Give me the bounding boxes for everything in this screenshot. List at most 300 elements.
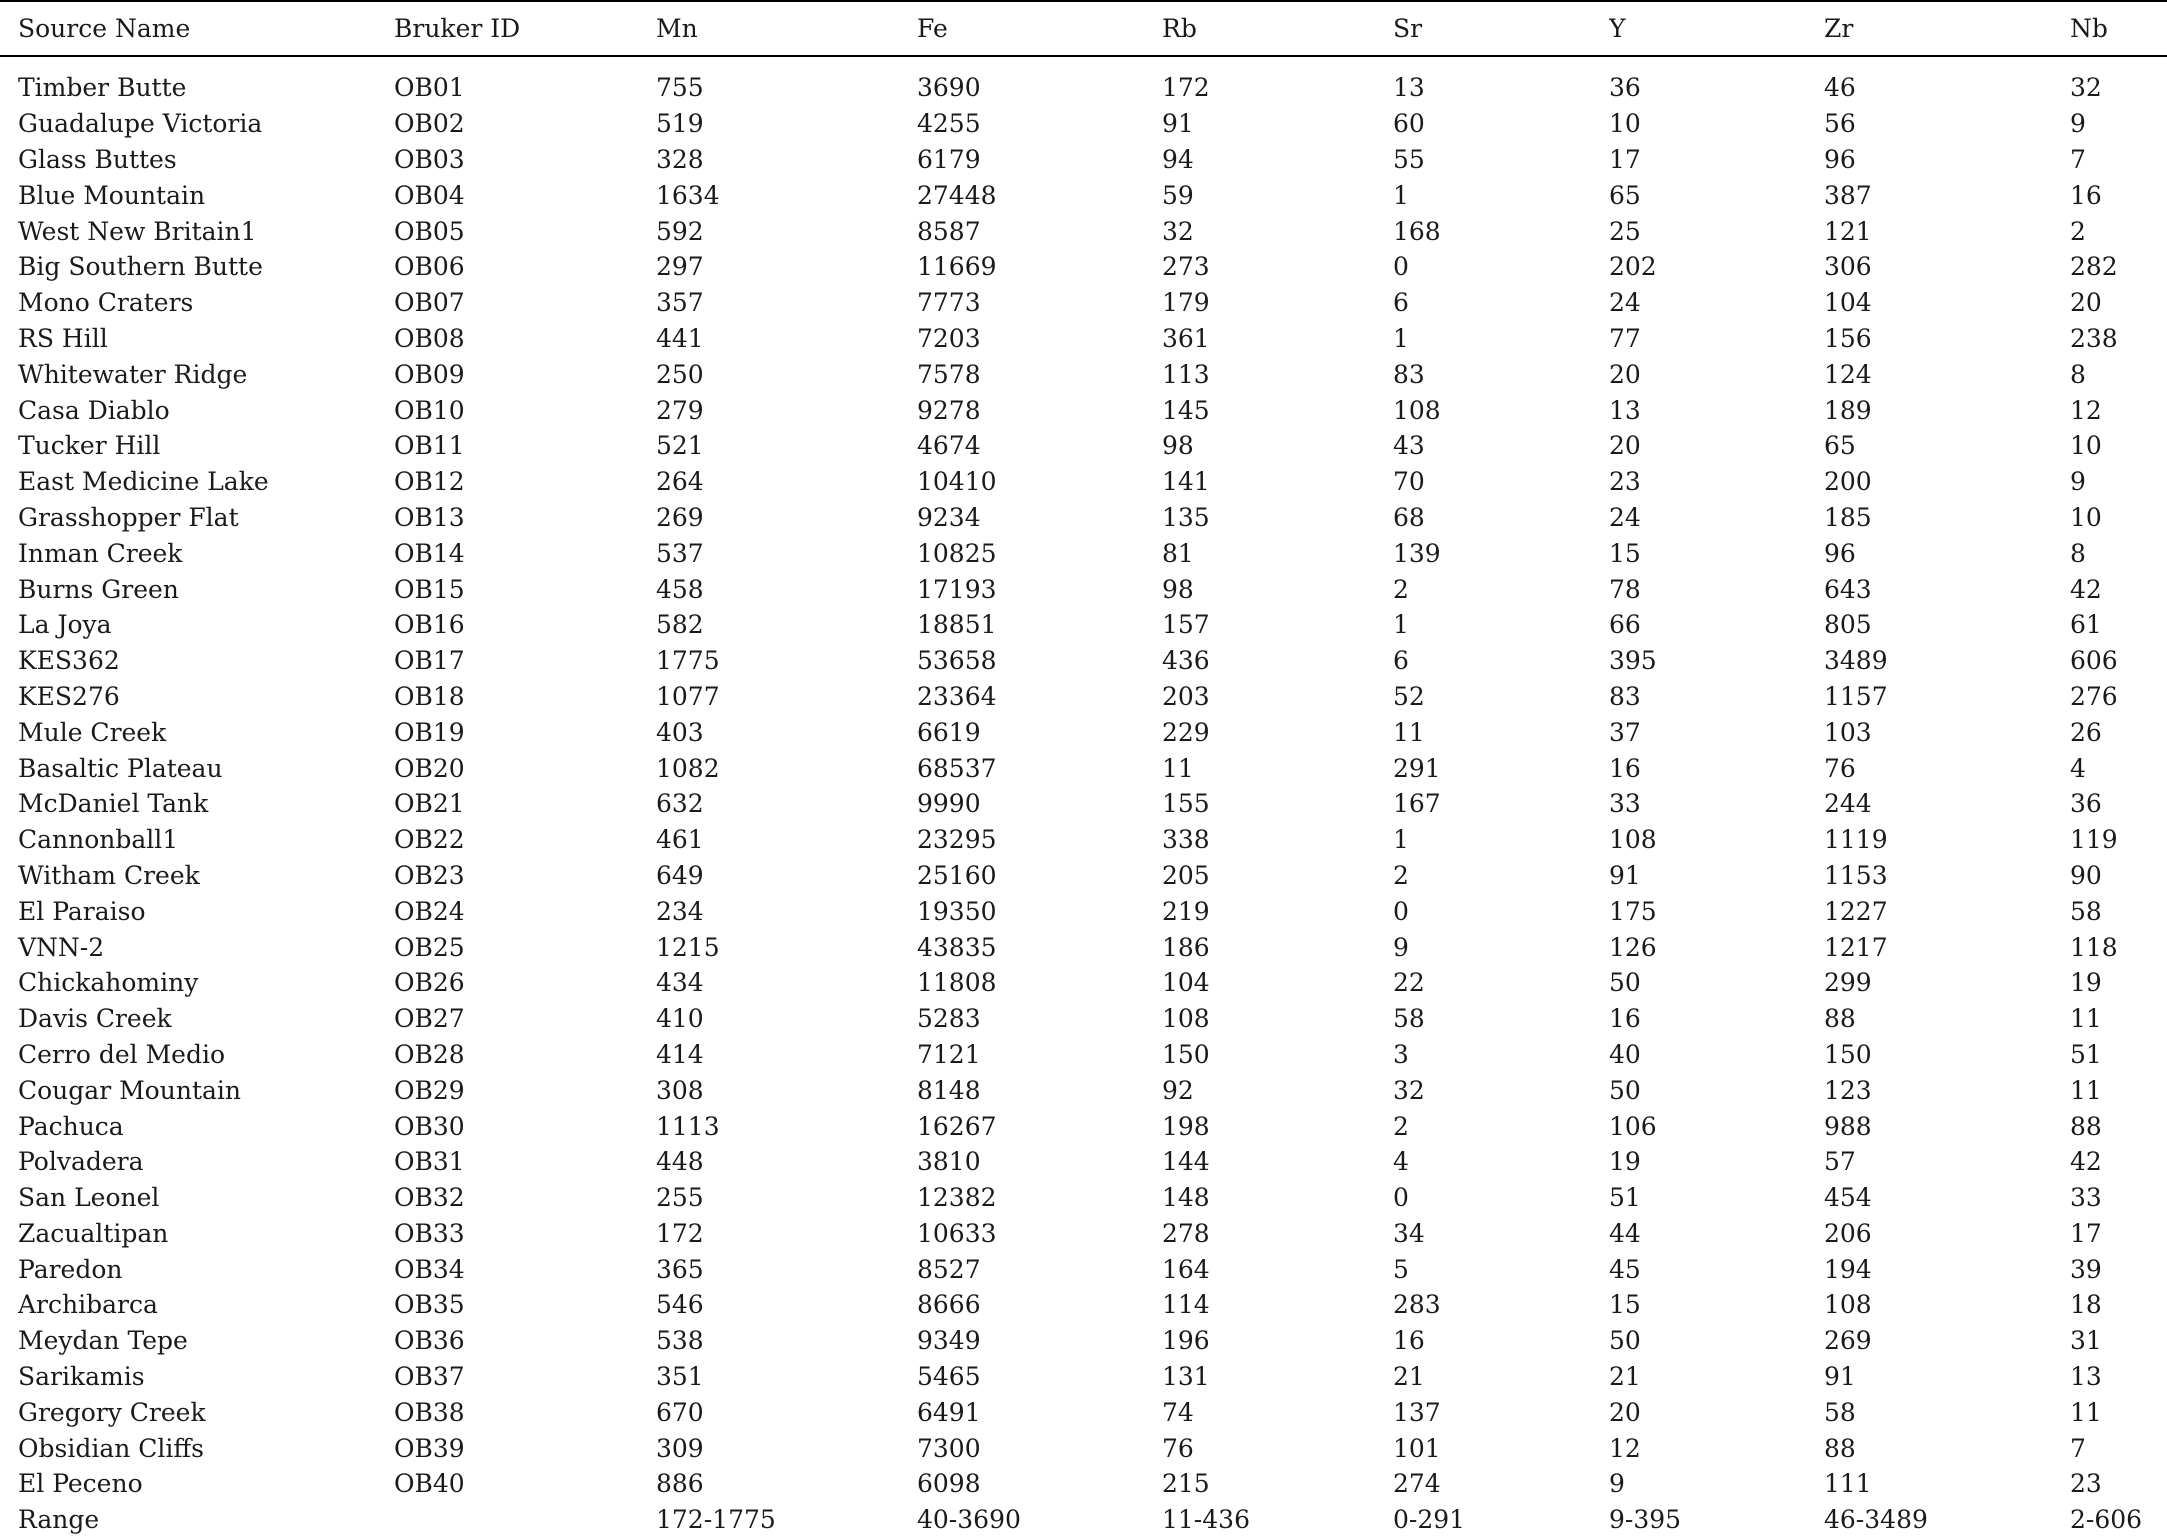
- cell-zr: 88: [1824, 1004, 1856, 1034]
- cell-fe: 11808: [917, 968, 997, 998]
- cell-source-name: KES362: [18, 646, 120, 676]
- cell-sr: 16: [1393, 1326, 1425, 1356]
- cell-sr: 2: [1393, 1111, 1409, 1141]
- cell-nb: 11: [2070, 1004, 2102, 1034]
- cell-mn: 546: [656, 1290, 704, 1320]
- cell-rb: 150: [1162, 1039, 1210, 1069]
- table-row: [0, 1251, 2167, 1287]
- cell-rb: 186: [1162, 932, 1210, 962]
- header-row: [0, 1, 2167, 56]
- cell-rb: 94: [1162, 144, 1194, 174]
- cell-fe: 5465: [917, 1362, 981, 1392]
- cell-bruker-id: OB36: [394, 1326, 465, 1356]
- cell-y: 45: [1609, 1254, 1641, 1284]
- cell-rb: 32: [1162, 216, 1194, 246]
- cell-sr: 83: [1393, 359, 1425, 389]
- cell-nb: 90: [2070, 860, 2102, 890]
- cell-source-name: Mono Craters: [18, 288, 194, 318]
- cell-y: 17: [1609, 144, 1641, 174]
- range-cell-source-name: Range: [18, 1505, 100, 1535]
- cell-zr: 643: [1824, 574, 1872, 604]
- table-row: [0, 607, 2167, 643]
- cell-source-name: Cougar Mountain: [18, 1075, 241, 1105]
- cell-sr: 137: [1393, 1397, 1441, 1427]
- cell-nb: 23: [2070, 1469, 2102, 1499]
- cell-zr: 124: [1824, 359, 1872, 389]
- cell-sr: 68: [1393, 502, 1425, 532]
- cell-zr: 156: [1824, 323, 1872, 353]
- cell-sr: 43: [1393, 431, 1425, 461]
- table-row: [0, 249, 2167, 285]
- cell-nb: 42: [2070, 1147, 2102, 1177]
- cell-mn: 309: [656, 1433, 704, 1463]
- cell-fe: 53658: [917, 646, 997, 676]
- cell-bruker-id: OB29: [394, 1075, 465, 1105]
- cell-source-name: San Leonel: [18, 1183, 160, 1213]
- cell-nb: 51: [2070, 1039, 2102, 1069]
- cell-bruker-id: OB35: [394, 1290, 465, 1320]
- cell-mn: 351: [656, 1362, 704, 1392]
- cell-y: 77: [1609, 323, 1641, 353]
- table-row: [0, 1072, 2167, 1108]
- cell-mn: 328: [656, 144, 704, 174]
- cell-bruker-id: OB04: [394, 180, 465, 210]
- cell-fe: 7121: [917, 1039, 981, 1069]
- cell-nb: 606: [2070, 646, 2118, 676]
- cell-fe: 7773: [917, 288, 981, 318]
- cell-mn: 1634: [656, 180, 720, 210]
- cell-sr: 70: [1393, 467, 1425, 497]
- cell-fe: 9278: [917, 395, 981, 425]
- cell-bruker-id: OB25: [394, 932, 465, 962]
- cell-y: 202: [1609, 252, 1657, 282]
- table-row: [0, 428, 2167, 464]
- table-row: [0, 142, 2167, 178]
- table-row: [0, 1037, 2167, 1073]
- cell-zr: 387: [1824, 180, 1872, 210]
- cell-bruker-id: OB27: [394, 1004, 465, 1034]
- cell-sr: 6: [1393, 288, 1409, 318]
- cell-source-name: Polvadera: [18, 1147, 144, 1177]
- cell-nb: 12: [2070, 395, 2102, 425]
- cell-nb: 4: [2070, 753, 2086, 783]
- cell-bruker-id: OB16: [394, 610, 465, 640]
- cell-fe: 3690: [917, 73, 981, 103]
- cell-zr: 58: [1824, 1397, 1856, 1427]
- cell-mn: 538: [656, 1326, 704, 1356]
- cell-zr: 104: [1824, 288, 1872, 318]
- cell-rb: 113: [1162, 359, 1210, 389]
- cell-nb: 11: [2070, 1397, 2102, 1427]
- cell-fe: 18851: [917, 610, 997, 640]
- cell-bruker-id: OB20: [394, 753, 465, 783]
- cell-zr: 454: [1824, 1183, 1872, 1213]
- cell-rb: 91: [1162, 109, 1194, 139]
- column-header-rb: Rb: [1162, 14, 1197, 43]
- cell-bruker-id: OB07: [394, 288, 465, 318]
- cell-nb: 9: [2070, 109, 2086, 139]
- cell-y: 33: [1609, 789, 1641, 819]
- cell-sr: 139: [1393, 538, 1441, 568]
- cell-mn: 670: [656, 1397, 704, 1427]
- cell-zr: 3489: [1824, 646, 1888, 676]
- cell-bruker-id: OB14: [394, 538, 465, 568]
- cell-rb: 144: [1162, 1147, 1210, 1177]
- range-cell-sr: 0-291: [1393, 1505, 1466, 1535]
- cell-source-name: Grasshopper Flat: [18, 502, 239, 532]
- cell-bruker-id: OB11: [394, 431, 465, 461]
- table-row: [0, 893, 2167, 929]
- cell-sr: 3: [1393, 1039, 1409, 1069]
- range-cell-fe: 40-3690: [917, 1505, 1021, 1535]
- table-row: [0, 500, 2167, 536]
- cell-nb: 8: [2070, 538, 2086, 568]
- cell-bruker-id: OB02: [394, 109, 465, 139]
- cell-zr: 76: [1824, 753, 1856, 783]
- column-header-mn: Mn: [656, 14, 698, 43]
- cell-zr: 200: [1824, 467, 1872, 497]
- cell-nb: 36: [2070, 789, 2102, 819]
- cell-fe: 11669: [917, 252, 997, 282]
- cell-fe: 10825: [917, 538, 997, 568]
- cell-zr: 121: [1824, 216, 1872, 246]
- cell-mn: 403: [656, 717, 704, 747]
- cell-fe: 68537: [917, 753, 997, 783]
- cell-sr: 0: [1393, 896, 1409, 926]
- cell-nb: 18: [2070, 1290, 2102, 1320]
- cell-fe: 23364: [917, 681, 997, 711]
- cell-bruker-id: OB32: [394, 1183, 465, 1213]
- cell-rb: 219: [1162, 896, 1210, 926]
- cell-source-name: Obsidian Cliffs: [18, 1433, 204, 1463]
- table-row: [0, 858, 2167, 894]
- table-row: [0, 70, 2167, 106]
- table-row: [0, 285, 2167, 321]
- cell-source-name: Cannonball1: [18, 825, 179, 855]
- cell-fe: 6098: [917, 1469, 981, 1499]
- cell-rb: 196: [1162, 1326, 1210, 1356]
- cell-source-name: Casa Diablo: [18, 395, 170, 425]
- cell-fe: 25160: [917, 860, 997, 890]
- cell-sr: 108: [1393, 395, 1441, 425]
- cell-bruker-id: OB03: [394, 144, 465, 174]
- cell-rb: 74: [1162, 1397, 1194, 1427]
- cell-zr: 88: [1824, 1433, 1856, 1463]
- cell-rb: 229: [1162, 717, 1210, 747]
- cell-source-name: La Joya: [18, 610, 112, 640]
- cell-bruker-id: OB05: [394, 216, 465, 246]
- table-row: [0, 1287, 2167, 1323]
- cell-mn: 308: [656, 1075, 704, 1105]
- table-row: [0, 1323, 2167, 1359]
- cell-source-name: Archibarca: [18, 1290, 158, 1320]
- cell-mn: 414: [656, 1039, 704, 1069]
- cell-bruker-id: OB39: [394, 1433, 465, 1463]
- table-row: [0, 356, 2167, 392]
- cell-y: 65: [1609, 180, 1641, 210]
- cell-mn: 755: [656, 73, 704, 103]
- cell-fe: 10410: [917, 467, 997, 497]
- cell-nb: 2: [2070, 216, 2086, 246]
- cell-bruker-id: OB21: [394, 789, 465, 819]
- cell-bruker-id: OB22: [394, 825, 465, 855]
- cell-bruker-id: OB10: [394, 395, 465, 425]
- table-row: [0, 535, 2167, 571]
- cell-y: 20: [1609, 431, 1641, 461]
- cell-y: 19: [1609, 1147, 1641, 1177]
- cell-zr: 1153: [1824, 860, 1888, 890]
- cell-zr: 299: [1824, 968, 1872, 998]
- cell-fe: 4255: [917, 109, 981, 139]
- cell-y: 395: [1609, 646, 1657, 676]
- cell-zr: 150: [1824, 1039, 1872, 1069]
- table-row: [0, 571, 2167, 607]
- cell-rb: 278: [1162, 1218, 1210, 1248]
- cell-sr: 52: [1393, 681, 1425, 711]
- cell-source-name: Inman Creek: [18, 538, 183, 568]
- range-cell-bruker-id: [394, 1502, 656, 1538]
- cell-sr: 1: [1393, 825, 1409, 855]
- table-row: [0, 213, 2167, 249]
- cell-sr: 21: [1393, 1362, 1425, 1392]
- cell-zr: 185: [1824, 502, 1872, 532]
- cell-zr: 805: [1824, 610, 1872, 640]
- cell-sr: 1: [1393, 323, 1409, 353]
- cell-rb: 92: [1162, 1075, 1194, 1105]
- cell-fe: 3810: [917, 1147, 981, 1177]
- cell-zr: 96: [1824, 144, 1856, 174]
- cell-sr: 2: [1393, 860, 1409, 890]
- cell-rb: 98: [1162, 431, 1194, 461]
- cell-nb: 39: [2070, 1254, 2102, 1284]
- cell-fe: 16267: [917, 1111, 997, 1141]
- cell-y: 50: [1609, 1326, 1641, 1356]
- cell-mn: 886: [656, 1469, 704, 1499]
- cell-y: 40: [1609, 1039, 1641, 1069]
- cell-bruker-id: OB13: [394, 502, 465, 532]
- cell-y: 23: [1609, 467, 1641, 497]
- cell-y: 51: [1609, 1183, 1641, 1213]
- cell-nb: 26: [2070, 717, 2102, 747]
- cell-mn: 519: [656, 109, 704, 139]
- table-row: [0, 1466, 2167, 1502]
- cell-rb: 104: [1162, 968, 1210, 998]
- cell-bruker-id: OB40: [394, 1469, 465, 1499]
- cell-sr: 0: [1393, 252, 1409, 282]
- cell-zr: 269: [1824, 1326, 1872, 1356]
- cell-source-name: Big Southern Butte: [18, 252, 263, 282]
- table-row: [0, 1108, 2167, 1144]
- cell-rb: 172: [1162, 73, 1210, 103]
- cell-y: 50: [1609, 968, 1641, 998]
- cell-fe: 8666: [917, 1290, 981, 1320]
- cell-sr: 1: [1393, 180, 1409, 210]
- cell-zr: 46: [1824, 73, 1856, 103]
- cell-zr: 1119: [1824, 825, 1888, 855]
- cell-sr: 4: [1393, 1147, 1409, 1177]
- cell-y: 24: [1609, 502, 1641, 532]
- cell-zr: 56: [1824, 109, 1856, 139]
- cell-rb: 361: [1162, 323, 1210, 353]
- cell-fe: 12382: [917, 1183, 997, 1213]
- cell-source-name: Chickahominy: [18, 968, 199, 998]
- cell-sr: 167: [1393, 789, 1441, 819]
- cell-zr: 123: [1824, 1075, 1872, 1105]
- cell-bruker-id: OB19: [394, 717, 465, 747]
- cell-y: 9: [1609, 1469, 1625, 1499]
- cell-bruker-id: OB01: [394, 73, 465, 103]
- cell-source-name: KES276: [18, 681, 120, 711]
- cell-fe: 17193: [917, 574, 997, 604]
- table-row: [0, 1394, 2167, 1430]
- cell-bruker-id: OB33: [394, 1218, 465, 1248]
- cell-mn: 410: [656, 1004, 704, 1034]
- table-row: [0, 679, 2167, 715]
- column-header-nb: Nb: [2070, 14, 2108, 43]
- cell-sr: 283: [1393, 1290, 1441, 1320]
- cell-y: 108: [1609, 825, 1657, 855]
- cell-fe: 8587: [917, 216, 981, 246]
- cell-y: 10: [1609, 109, 1641, 139]
- cell-mn: 250: [656, 359, 704, 389]
- cell-y: 78: [1609, 574, 1641, 604]
- table-row: [0, 464, 2167, 500]
- cell-nb: 33: [2070, 1183, 2102, 1213]
- cell-mn: 172: [656, 1218, 704, 1248]
- cell-source-name: RS Hill: [18, 323, 108, 353]
- cell-source-name: Paredon: [18, 1254, 123, 1284]
- cell-mn: 448: [656, 1147, 704, 1177]
- cell-zr: 91: [1824, 1362, 1856, 1392]
- cell-fe: 8527: [917, 1254, 981, 1284]
- table-row: [0, 392, 2167, 428]
- cell-sr: 274: [1393, 1469, 1441, 1499]
- table-row: [0, 1144, 2167, 1180]
- cell-rb: 114: [1162, 1290, 1210, 1320]
- cell-sr: 60: [1393, 109, 1425, 139]
- cell-rb: 76: [1162, 1433, 1194, 1463]
- cell-bruker-id: OB34: [394, 1254, 465, 1284]
- cell-y: 15: [1609, 538, 1641, 568]
- cell-nb: 276: [2070, 681, 2118, 711]
- cell-nb: 119: [2070, 825, 2118, 855]
- cell-fe: 9234: [917, 502, 981, 532]
- cell-fe: 4674: [917, 431, 981, 461]
- cell-fe: 5283: [917, 1004, 981, 1034]
- cell-y: 36: [1609, 73, 1641, 103]
- cell-nb: 238: [2070, 323, 2118, 353]
- range-cell-y: 9-395: [1609, 1505, 1682, 1535]
- table-row: [0, 1359, 2167, 1395]
- cell-source-name: Basaltic Plateau: [18, 753, 223, 783]
- cell-rb: 164: [1162, 1254, 1210, 1284]
- cell-y: 44: [1609, 1218, 1641, 1248]
- range-cell-zr: 46-3489: [1824, 1505, 1928, 1535]
- table-row: [0, 643, 2167, 679]
- cell-zr: 194: [1824, 1254, 1872, 1284]
- cell-sr: 291: [1393, 753, 1441, 783]
- cell-nb: 19: [2070, 968, 2102, 998]
- cell-mn: 269: [656, 502, 704, 532]
- range-row: [0, 1502, 2167, 1538]
- cell-fe: 23295: [917, 825, 997, 855]
- cell-fe: 7578: [917, 359, 981, 389]
- column-header-sr: Sr: [1393, 14, 1423, 43]
- cell-fe: 6491: [917, 1397, 981, 1427]
- cell-fe: 7203: [917, 323, 981, 353]
- cell-zr: 111: [1824, 1469, 1872, 1499]
- cell-source-name: East Medicine Lake: [18, 467, 269, 497]
- cell-mn: 649: [656, 860, 704, 890]
- cell-rb: 198: [1162, 1111, 1210, 1141]
- cell-sr: 9: [1393, 932, 1409, 962]
- cell-bruker-id: OB31: [394, 1147, 465, 1177]
- cell-y: 175: [1609, 896, 1657, 926]
- cell-mn: 1113: [656, 1111, 720, 1141]
- cell-nb: 7: [2070, 144, 2086, 174]
- cell-zr: 206: [1824, 1218, 1872, 1248]
- cell-zr: 244: [1824, 789, 1872, 819]
- cell-bruker-id: OB18: [394, 681, 465, 711]
- column-header-source-name: Source Name: [18, 14, 191, 43]
- cell-zr: 65: [1824, 431, 1856, 461]
- cell-source-name: Meydan Tepe: [18, 1326, 188, 1356]
- cell-mn: 234: [656, 896, 704, 926]
- cell-zr: 1157: [1824, 681, 1888, 711]
- cell-bruker-id: OB28: [394, 1039, 465, 1069]
- cell-rb: 145: [1162, 395, 1210, 425]
- table-row: [0, 1216, 2167, 1252]
- spacer-cell: [0, 56, 2167, 70]
- cell-nb: 17: [2070, 1218, 2102, 1248]
- cell-rb: 11: [1162, 753, 1194, 783]
- cell-y: 91: [1609, 860, 1641, 890]
- cell-bruker-id: OB17: [394, 646, 465, 676]
- cell-zr: 108: [1824, 1290, 1872, 1320]
- cell-source-name: Guadalupe Victoria: [18, 109, 263, 139]
- column-header-zr: Zr: [1824, 14, 1854, 43]
- cell-nb: 58: [2070, 896, 2102, 926]
- column-header-bruker-id: Bruker ID: [394, 14, 521, 43]
- cell-source-name: Witham Creek: [18, 860, 200, 890]
- cell-mn: 592: [656, 216, 704, 246]
- cell-bruker-id: OB09: [394, 359, 465, 389]
- cell-nb: 13: [2070, 1362, 2102, 1392]
- cell-mn: 582: [656, 610, 704, 640]
- cell-source-name: Glass Buttes: [18, 144, 177, 174]
- cell-source-name: El Peceno: [18, 1469, 143, 1499]
- cell-mn: 458: [656, 574, 704, 604]
- cell-rb: 141: [1162, 467, 1210, 497]
- cell-sr: 168: [1393, 216, 1441, 246]
- table-row: [0, 321, 2167, 357]
- cell-source-name: Blue Mountain: [18, 180, 206, 210]
- cell-mn: 441: [656, 323, 704, 353]
- cell-sr: 32: [1393, 1075, 1425, 1105]
- table-row: [0, 750, 2167, 786]
- cell-source-name: Mule Creek: [18, 717, 167, 747]
- range-cell-rb: 11-436: [1162, 1505, 1250, 1535]
- cell-sr: 101: [1393, 1433, 1441, 1463]
- cell-rb: 273: [1162, 252, 1210, 282]
- cell-nb: 61: [2070, 610, 2102, 640]
- cell-source-name: Davis Creek: [18, 1004, 172, 1034]
- cell-zr: 96: [1824, 538, 1856, 568]
- cell-mn: 1215: [656, 932, 720, 962]
- cell-rb: 81: [1162, 538, 1194, 568]
- cell-bruker-id: OB38: [394, 1397, 465, 1427]
- cell-bruker-id: OB06: [394, 252, 465, 282]
